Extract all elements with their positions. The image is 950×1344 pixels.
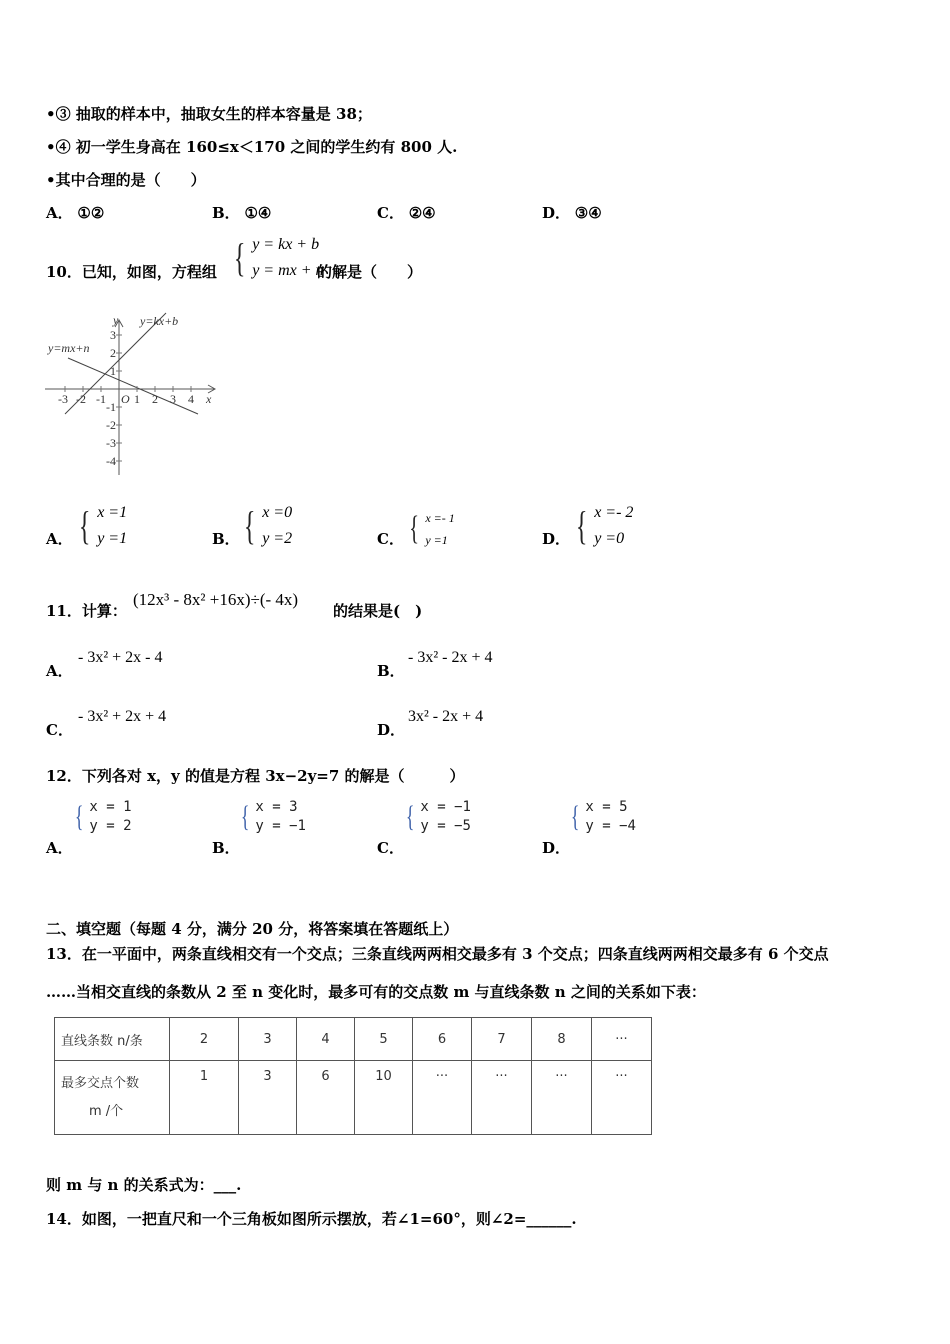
q10-equation-system (230, 232, 324, 284)
table-cell: 6 (413, 1018, 472, 1061)
x-tick-label: -3 (58, 392, 68, 406)
option-row: x =- 1 (425, 511, 455, 525)
option-row: y =0 (594, 530, 625, 547)
option-row: x =0 (262, 504, 293, 521)
y-tick-label: -3 (106, 436, 116, 450)
brace-icon: { (570, 800, 580, 833)
section-heading: 二、填空题（每题 4 分，满分 20 分，将答案填在答题纸上） (46, 920, 459, 938)
x-tick-label: -2 (76, 392, 86, 406)
brace-icon: { (575, 503, 588, 548)
x-tick-label: 4 (188, 392, 194, 406)
label-kx-b: y=kx+b (140, 314, 179, 328)
y-tick-label: -1 (106, 400, 116, 414)
option-row: y =1 (425, 533, 448, 547)
x-axis-label: x (206, 392, 212, 406)
brace-icon: { (78, 503, 91, 548)
option-row: y = −5 (420, 818, 471, 834)
q13-answer (46, 1174, 241, 1195)
q11-option-a[interactable]: - 3x² + 2x - 4 (78, 649, 163, 666)
q12-option-d[interactable] (568, 798, 636, 836)
q11-prefix: 11．计算： (46, 602, 127, 620)
q12-option-d-letter: D． (542, 839, 571, 857)
table-cell: 4 (297, 1018, 355, 1061)
q11-option-c[interactable]: - 3x² + 2x + 4 (78, 708, 167, 725)
brace-icon: { (74, 800, 84, 833)
table-cell: 6 (297, 1061, 355, 1135)
q12-option-c[interactable] (403, 798, 471, 836)
line-mx-n (68, 358, 198, 414)
table-cell: 8 (532, 1018, 592, 1061)
statement-4: •④ 初一学生身高在 160≤x＜170 之间的学生约有 800 人. (46, 138, 458, 156)
origin-label: O (121, 392, 130, 406)
option-row: x = 5 (585, 799, 628, 815)
table-cell: ··· (472, 1061, 532, 1135)
q10-graph (40, 310, 225, 480)
table-cell: 10 (355, 1061, 413, 1135)
q14-answer-blank[interactable]: ______ (526, 1210, 572, 1228)
table-cell: ··· (413, 1061, 472, 1135)
q13-answer-prefix: 则 m 与 n 的关系式为： (46, 1176, 214, 1194)
q9-option-b[interactable]: B． ①④ (212, 204, 272, 222)
q10-option-d-letter: D． (542, 530, 571, 548)
q9-option-c[interactable]: C． ②④ (377, 204, 436, 222)
option-row: x =1 (97, 504, 128, 521)
q10-option-b-letter: B． (212, 530, 240, 548)
q14-text: 14．如图，一把直尺和一个三角板如图所示摆放，若∠1=60°，则∠2= (46, 1210, 527, 1228)
q11-expression: (12x³ - 8x² +16x)÷(- 4x) (133, 590, 299, 609)
table-cell: 1 (170, 1061, 239, 1135)
q11-option-a-letter: A． (46, 662, 73, 680)
q13-answer-end: . (236, 1176, 242, 1194)
brace-icon: { (240, 800, 250, 833)
q13-answer-blank[interactable]: ___ (213, 1176, 237, 1194)
label-mx-n: y=mx+n (48, 341, 90, 355)
table-header-cell: 直线条数 n/条 (55, 1018, 170, 1061)
q14-end: . (571, 1210, 577, 1228)
option-row: y =2 (262, 530, 293, 547)
q11-option-b-letter: B． (377, 662, 405, 680)
y-tick-label: 3 (110, 328, 116, 342)
question-prompt: •其中合理的是（ ） (46, 171, 206, 189)
q12-option-b[interactable] (238, 798, 306, 836)
y-tick-label: 1 (110, 364, 116, 378)
option-row: y = 2 (89, 818, 132, 834)
table-cell: ··· (592, 1061, 652, 1135)
table-row (55, 1061, 652, 1135)
y-tick-label: -4 (106, 454, 116, 468)
q13-line1: 13．在一平面中，两条直线相交有一个交点；三条直线两两相交最多有 3 个交点；四条直线两两相交最多有 6 个交点 (46, 945, 829, 963)
q11-suffix: 的结果是( ) (333, 602, 423, 620)
q10-option-c-letter: C． (377, 530, 404, 548)
table-cell: 5 (355, 1018, 413, 1061)
table-cell: 3 (239, 1061, 297, 1135)
x-tick-label: 3 (170, 392, 176, 406)
table-header-cell (55, 1061, 170, 1135)
table-header-text: m /个 (89, 1103, 124, 1119)
q14 (46, 1208, 577, 1229)
q13-line2: ……当相交直线的条数从 2 至 n 变化时，最多可有的交点数 m 与直线条数 n 之间的关系如下表： (46, 983, 706, 1001)
q12-option-a[interactable] (72, 798, 132, 836)
q12-option-c-letter: C． (377, 839, 404, 857)
option-row: y = −4 (585, 818, 636, 834)
q10-option-c[interactable] (406, 507, 455, 551)
option-row: x = 1 (89, 799, 132, 815)
q12-stem: 12．下列各对 x，y 的值是方程 3x−2y=7 的解是（ ） (46, 767, 465, 785)
table-cell: 7 (472, 1018, 532, 1061)
table-cell: ··· (592, 1018, 652, 1061)
equation-1: y = kx + b (252, 236, 320, 253)
q11-option-c-letter: C． (46, 721, 73, 739)
q10-option-a-letter: A． (46, 530, 73, 548)
y-axis-label: y (113, 313, 119, 327)
table-header-text: 最多交点个数 (61, 1075, 140, 1091)
option-row: x =- 2 (594, 504, 634, 521)
brace-icon: { (243, 503, 256, 548)
option-row: x = 3 (255, 799, 298, 815)
q9-option-d[interactable]: D． ③④ (542, 204, 602, 222)
equation-2: y = mx + n (252, 262, 324, 279)
brace-icon: { (409, 510, 420, 547)
q13-table (54, 1017, 652, 1135)
x-tick-label: -1 (96, 392, 106, 406)
x-tick-label: 1 (134, 392, 140, 406)
table-cell: 2 (170, 1018, 239, 1061)
q10-suffix: 的解是（ ） (317, 263, 423, 281)
statement-3: •③ 抽取的样本中，抽取女生的样本容量是 38； (46, 105, 372, 123)
y-tick-label: 2 (110, 346, 116, 360)
q10-option-b[interactable] (240, 500, 292, 552)
option-row: y =1 (97, 530, 128, 547)
q9-option-a[interactable]: A． ①② (46, 204, 105, 222)
q11-option-d-letter: D． (377, 721, 406, 739)
table-cell: ··· (532, 1061, 592, 1135)
option-row: x = −1 (420, 799, 471, 815)
y-tick-label: -2 (106, 418, 116, 432)
table-cell: 3 (239, 1018, 297, 1061)
q10-option-d[interactable] (572, 500, 633, 552)
q10-prefix: 10．已知，如图，方程组 (46, 263, 217, 281)
q12-option-b-letter: B． (212, 839, 240, 857)
q12-option-a-letter: A． (46, 839, 73, 857)
brace-icon: { (405, 800, 415, 833)
q11-option-b[interactable]: - 3x² - 2x + 4 (408, 649, 493, 666)
option-row: y = −1 (255, 818, 306, 834)
q10-option-a[interactable] (75, 500, 127, 552)
q11-option-d[interactable]: 3x² - 2x + 4 (408, 708, 484, 725)
x-tick-label: 2 (152, 392, 158, 406)
table-row (55, 1018, 652, 1061)
brace-icon: { (233, 235, 246, 280)
